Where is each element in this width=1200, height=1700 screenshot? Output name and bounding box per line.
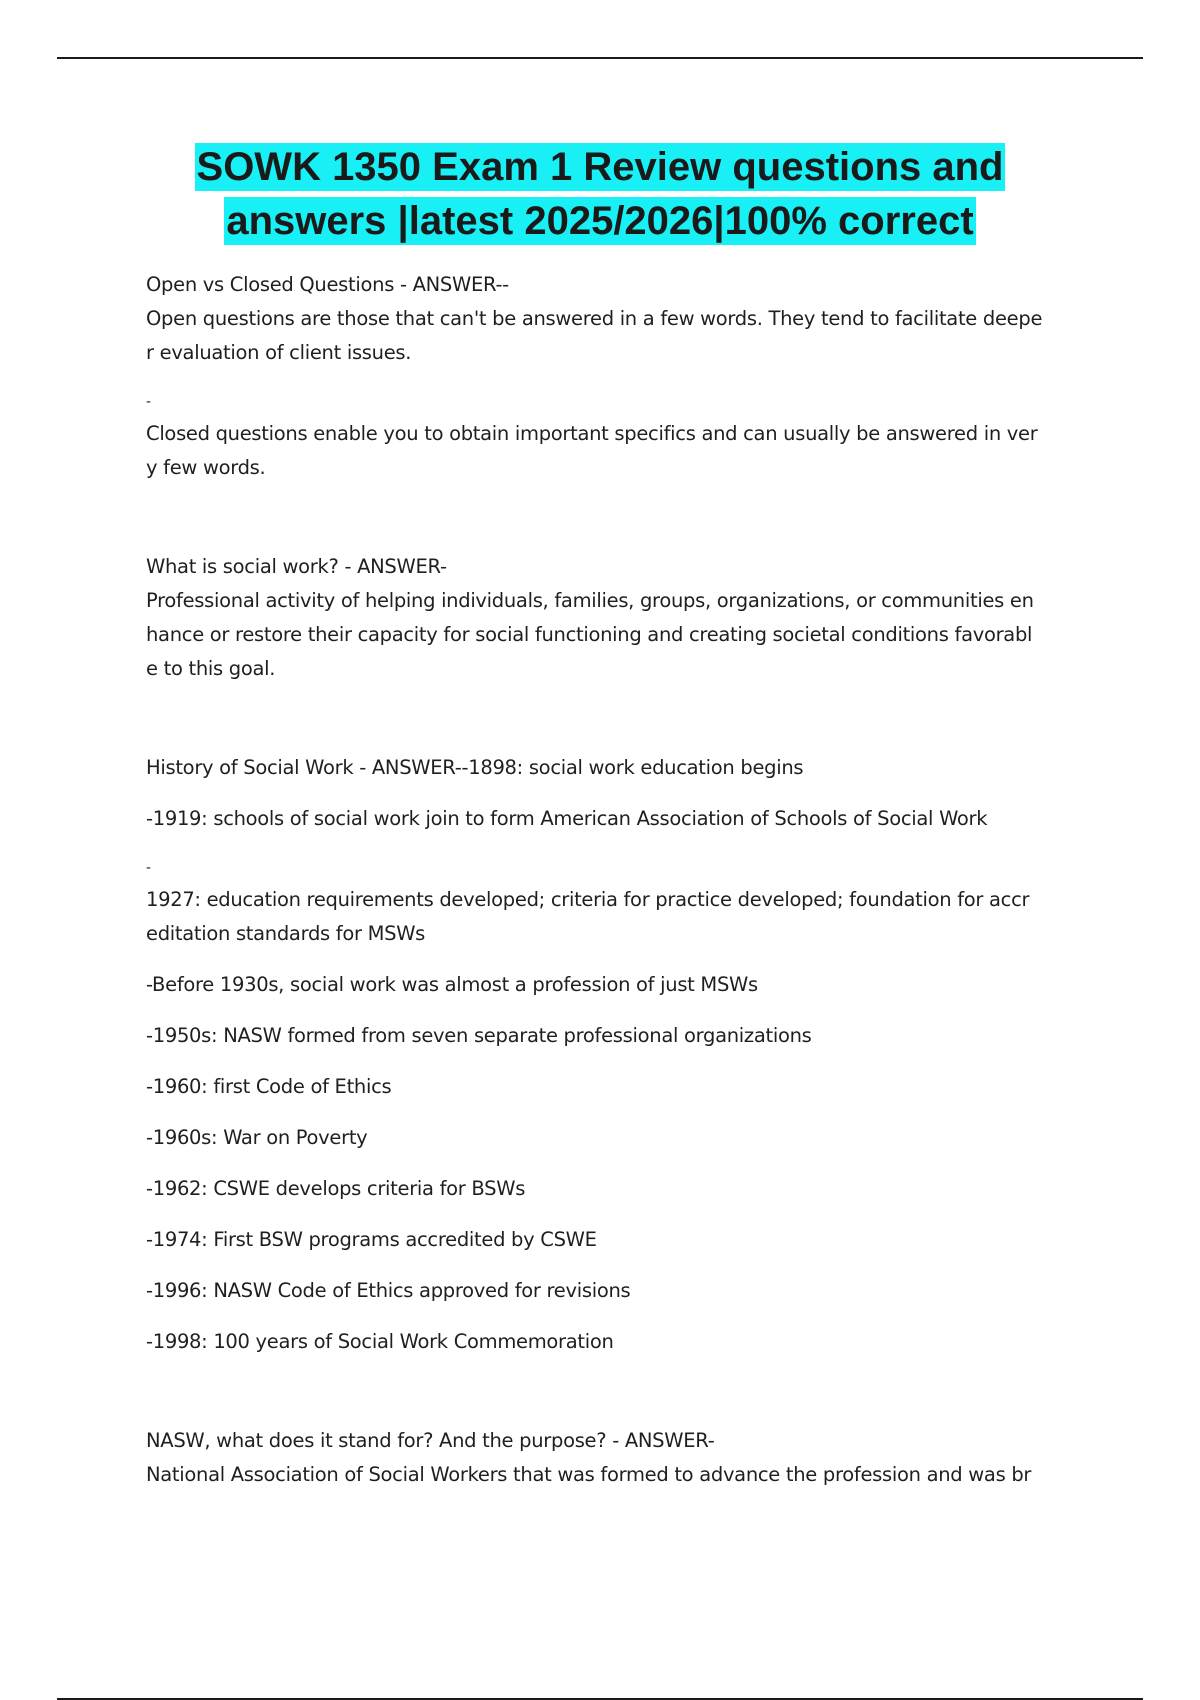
document-body (146, 268, 1056, 1492)
question-nasw: NASW, what does it stand for? And the purpose? - ANSWER- (146, 1429, 715, 1452)
history-item: editation standards for MSWs (146, 922, 426, 945)
answer-line: e to this goal. (146, 657, 276, 680)
answer-line: y few words. (146, 456, 266, 479)
history-item: -1960: first Code of Ethics (146, 1075, 392, 1098)
top-rule (57, 57, 1143, 59)
answer-line: r evaluation of client issues. (146, 341, 412, 364)
history-item: -1996: NASW Code of Ethics approved for revisions (146, 1279, 631, 1302)
answer-line: Open questions are those that can't be answered in a few words. They tend to facilitate deepe (146, 307, 1043, 330)
title-line-2: answers |latest 2025/2026|100% correct (226, 199, 974, 243)
history-item: -1919: schools of social work join to form American Association of Schools of Social Work (146, 807, 988, 830)
document-title (0, 140, 1200, 248)
answer-line: hance or restore their capacity for social functioning and creating societal conditions favorabl (146, 623, 1033, 646)
history-item: -Before 1930s, social work was almost a profession of just MSWs (146, 973, 758, 996)
question-history-of-social-work: History of Social Work - ANSWER--1898: social work education begins (146, 756, 804, 779)
history-item: 1927: education requirements developed; criteria for practice developed; foundation for accr (146, 888, 1030, 911)
question-open-vs-closed: Open vs Closed Questions - ANSWER-- (146, 273, 509, 296)
title-line-1: SOWK 1350 Exam 1 Review questions and (196, 145, 1004, 189)
question-what-is-social-work: What is social work? - ANSWER- (146, 555, 447, 578)
history-item: -1950s: NASW formed from seven separate professional organizations (146, 1024, 812, 1047)
separator-dash: - (146, 394, 151, 410)
answer-line: National Association of Social Workers that was formed to advance the profession and was br (146, 1463, 1032, 1486)
history-item: -1960s: War on Poverty (146, 1126, 368, 1149)
history-item: -1962: CSWE develops criteria for BSWs (146, 1177, 526, 1200)
separator-dash: - (146, 860, 151, 876)
history-item: -1974: First BSW programs accredited by CSWE (146, 1228, 597, 1251)
history-item: -1998: 100 years of Social Work Commemoration (146, 1330, 614, 1353)
answer-line: Professional activity of helping individuals, families, groups, organizations, or communities en (146, 589, 1034, 612)
answer-line: Closed questions enable you to obtain important specifics and can usually be answered in ver (146, 422, 1038, 445)
